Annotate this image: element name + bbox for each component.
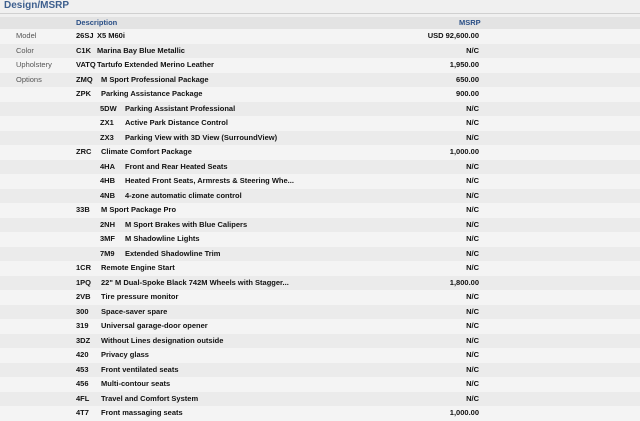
row-category: Model (16, 31, 37, 40)
option-code: ZMQ (76, 74, 93, 84)
option-price: 650.00 (456, 74, 479, 84)
option-code: 420 (76, 350, 89, 359)
option-description: Active Park Distance Control (125, 118, 228, 127)
table-row (0, 406, 640, 421)
table-row (0, 189, 640, 204)
table-row (0, 261, 640, 276)
option-price: N/C (466, 364, 479, 374)
table-row (0, 131, 640, 146)
table-row (0, 319, 640, 334)
option-description: Tartufo Extended Merino Leather (97, 60, 214, 69)
table-row (0, 377, 640, 392)
option-code: 4HA (100, 161, 116, 171)
option-price: N/C (466, 45, 479, 55)
msrp-column-header: MSRP (459, 18, 481, 27)
option-price: N/C (466, 306, 479, 316)
option-price: USD 92,600.00 (427, 31, 479, 40)
option-code: 3MF (100, 234, 115, 243)
table-row (0, 44, 640, 59)
option-description: Parking Assistant Professional (125, 103, 236, 113)
option-description: M Sport Professional Package (101, 74, 209, 84)
table-row (0, 334, 640, 349)
row-category: Options (16, 74, 42, 84)
option-description: 4-zone automatic climate control (125, 190, 242, 200)
option-description: X5 M60i (97, 31, 125, 40)
option-description: Parking View with 3D View (SurroundView) (125, 132, 278, 142)
table-row (0, 29, 640, 44)
option-price: N/C (466, 335, 479, 345)
option-price: N/C (466, 161, 479, 171)
option-price: N/C (466, 219, 479, 229)
option-code: 1PQ (76, 277, 92, 287)
option-price: N/C (466, 248, 479, 258)
option-code: C1K (76, 45, 92, 55)
option-code: ZRC (76, 147, 92, 156)
page-title: Design/MSRP (4, 0, 70, 11)
table-row (0, 363, 640, 378)
option-code: 4T7 (76, 408, 89, 417)
option-price: N/C (466, 263, 479, 272)
option-description: M Sport Brakes with Blue Calipers (125, 219, 248, 229)
option-code: 4NB (100, 190, 116, 200)
option-description: 22" M Dual-Spoke Black 742M Wheels with Stagger... (101, 277, 289, 287)
table-row (0, 348, 640, 363)
option-code: 7M9 (100, 248, 115, 258)
option-description: Space-saver spare (101, 306, 168, 316)
table-row (0, 203, 640, 218)
option-description: Climate Comfort Package (101, 147, 192, 156)
table-row (0, 247, 640, 262)
option-code: ZX1 (100, 118, 114, 127)
option-price: N/C (466, 132, 479, 142)
table-row (0, 160, 640, 175)
option-code: 300 (76, 306, 89, 316)
table-row (0, 218, 640, 233)
option-price: N/C (466, 118, 479, 127)
option-code: 2NH (100, 219, 116, 229)
option-code: ZPK (76, 89, 91, 98)
option-price: N/C (466, 393, 479, 403)
option-price: 1,800.00 (449, 277, 479, 287)
option-description: Front massaging seats (101, 408, 183, 417)
option-code: 319 (76, 321, 89, 330)
option-description: Travel and Comfort System (101, 393, 199, 403)
option-description: Privacy glass (101, 350, 149, 359)
option-code: 4HB (100, 176, 116, 185)
option-code: ZX3 (100, 132, 114, 142)
option-price: N/C (466, 190, 479, 200)
option-description: Front ventilated seats (101, 364, 179, 374)
table-row (0, 73, 640, 88)
option-description: Front and Rear Heated Seats (125, 161, 228, 171)
table-row (0, 87, 640, 102)
table-header (0, 17, 640, 29)
option-code: 453 (76, 364, 89, 374)
option-code: 26SJ (76, 31, 94, 40)
row-category: Upholstery (16, 60, 52, 69)
title-divider (0, 13, 640, 14)
option-code: 33B (76, 205, 90, 214)
options-table (0, 29, 640, 421)
option-code: 3DZ (76, 335, 91, 345)
table-row (0, 174, 640, 189)
table-row (0, 116, 640, 131)
option-price: 1,950.00 (449, 60, 479, 69)
table-row (0, 290, 640, 305)
table-row (0, 392, 640, 407)
option-description: Tire pressure monitor (101, 292, 179, 301)
option-price: N/C (466, 205, 479, 214)
table-row (0, 58, 640, 73)
option-code: 4FL (76, 393, 90, 403)
table-row (0, 102, 640, 117)
option-description: Universal garage-door opener (101, 321, 208, 330)
option-price: 1,000.00 (449, 408, 479, 417)
option-description: Remote Engine Start (101, 263, 175, 272)
option-description: Without Lines designation outside (101, 335, 224, 345)
option-code: 5DW (100, 103, 117, 113)
option-price: N/C (466, 176, 479, 185)
option-price: N/C (466, 321, 479, 330)
option-description: Marina Bay Blue Metallic (97, 45, 185, 55)
option-code: 456 (76, 379, 89, 388)
option-description: M Sport Package Pro (101, 205, 177, 214)
option-description: Extended Shadowline Trim (125, 248, 221, 258)
option-description: Multi-contour seats (101, 379, 171, 388)
option-description: M Shadowline Lights (125, 234, 200, 243)
table-row (0, 305, 640, 320)
table-row (0, 145, 640, 160)
description-column-header: Description (76, 18, 118, 27)
option-price: 1,000.00 (449, 147, 479, 156)
option-price: N/C (466, 350, 479, 359)
option-code: VATQ (76, 60, 96, 69)
option-code: 1CR (76, 263, 92, 272)
option-code: 2VB (76, 292, 91, 301)
option-price: N/C (466, 103, 479, 113)
option-price: N/C (466, 234, 479, 243)
table-row (0, 276, 640, 291)
option-price: N/C (466, 292, 479, 301)
table-row (0, 232, 640, 247)
option-description: Parking Assistance Package (101, 89, 203, 98)
row-category: Color (16, 45, 34, 55)
option-price: N/C (466, 379, 479, 388)
option-description: Heated Front Seats, Armrests & Steering Whe... (125, 176, 294, 185)
option-price: 900.00 (456, 89, 479, 98)
